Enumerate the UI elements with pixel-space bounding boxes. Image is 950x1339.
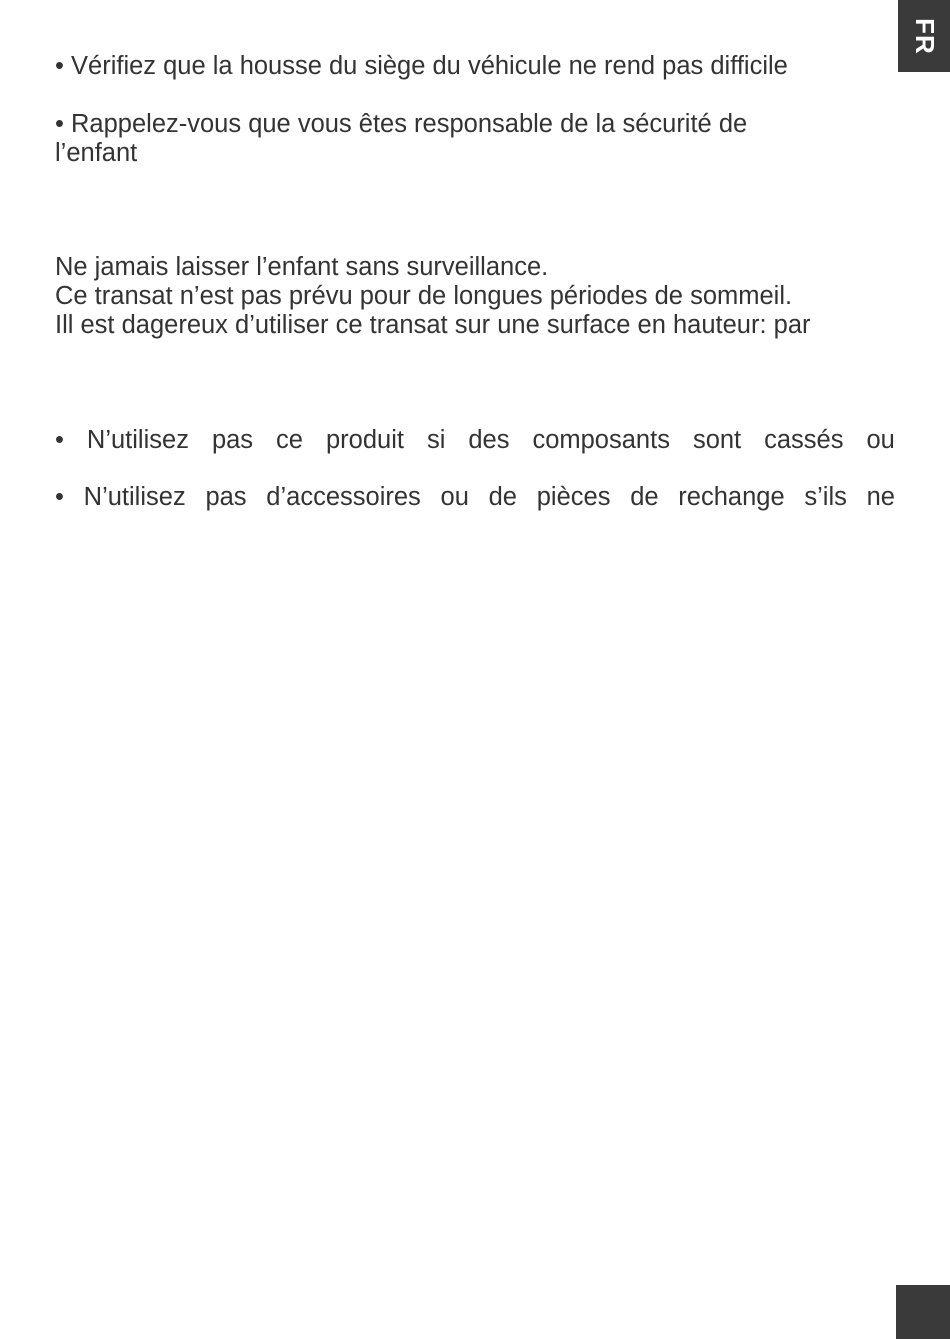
warning-supervision: Ne jamais laisser l’enfant sans surveillance. xyxy=(55,253,549,281)
page-corner-marker xyxy=(896,1285,950,1339)
language-label: FR xyxy=(909,17,940,55)
bullet-responsibility: • Rappelez-vous que vous êtes responsable de la sécurité de xyxy=(55,110,748,138)
word: ou xyxy=(440,483,469,511)
word: cassés xyxy=(764,426,844,454)
word: de xyxy=(630,483,659,511)
bullet-glyph: • xyxy=(55,426,64,454)
word: si xyxy=(426,426,446,454)
word: pas xyxy=(211,426,254,454)
bullet-accessories xyxy=(55,483,895,512)
word: sont xyxy=(692,426,742,454)
bullet-broken-parts xyxy=(55,426,895,455)
bullet-check-seat-cover: • Vérifiez que la housse du siège du véhicule ne rend pas difficile xyxy=(55,52,788,80)
word: de xyxy=(488,483,517,511)
word: rechange xyxy=(678,483,785,511)
bullet-glyph: • xyxy=(55,483,64,511)
word: pièces xyxy=(536,483,611,511)
warning-height: Ill est dagereux d’utiliser ce transat sur une surface en hauteur: par xyxy=(55,311,811,339)
word: pas xyxy=(205,483,247,511)
word: ce xyxy=(276,426,303,454)
language-tab xyxy=(898,0,950,72)
word: N’utilisez xyxy=(83,483,186,511)
word: d’accessoires xyxy=(266,483,421,511)
word: des xyxy=(468,426,510,454)
bullet-responsibility-continued: l’enfant xyxy=(55,139,138,167)
word: composants xyxy=(532,426,670,454)
word: ou xyxy=(866,426,895,454)
word: N’utilisez xyxy=(86,426,189,454)
word: s’ils xyxy=(804,483,847,511)
warning-sleep: Ce transat n’est pas prévu pour de longues périodes de sommeil. xyxy=(55,282,793,310)
word: ne xyxy=(866,483,895,511)
word: produit xyxy=(325,426,404,454)
